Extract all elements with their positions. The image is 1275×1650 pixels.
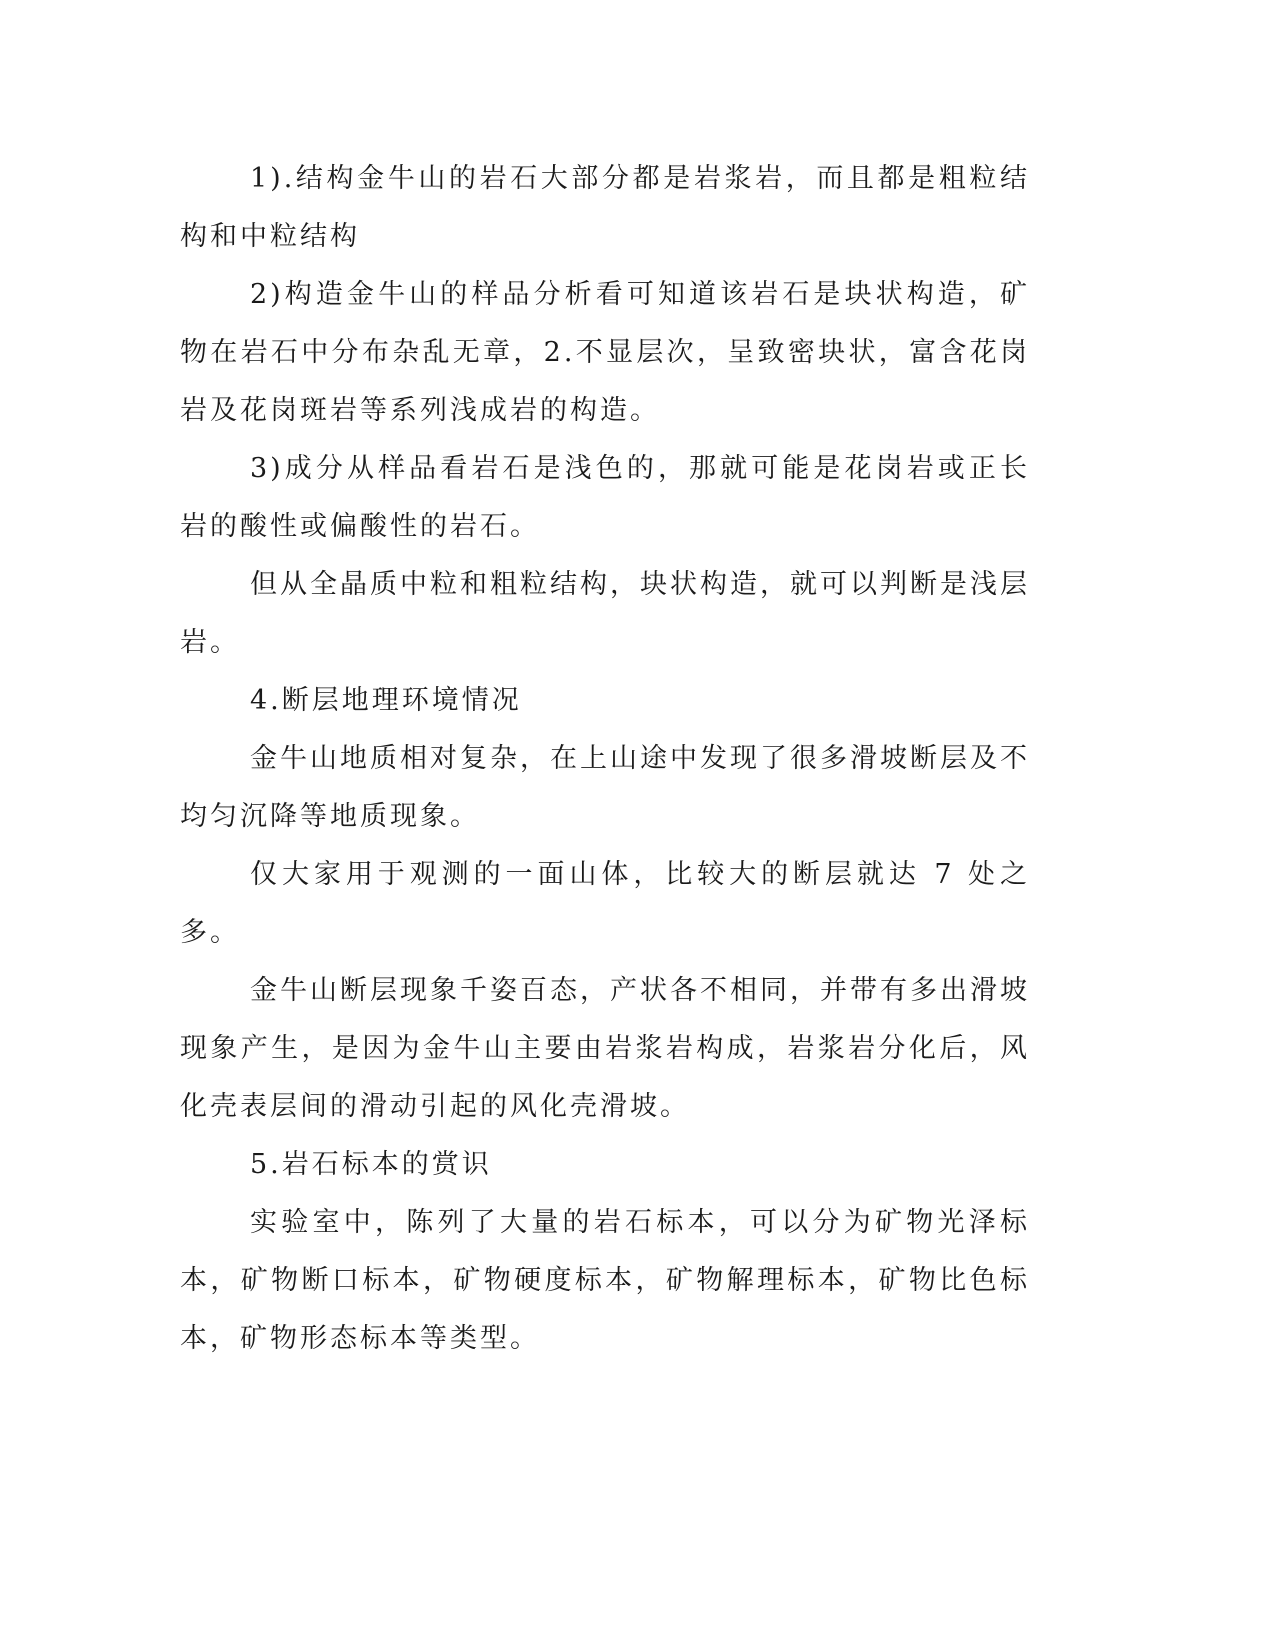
paragraph-structure: 1).结构金牛山的岩石大部分都是岩浆岩，而且都是粗粒结构和中粒结构	[180, 163, 1030, 252]
paragraph-specimens: 实验室中，陈列了大量的岩石标本，可以分为矿物光泽标本，矿物断口标本，矿物硬度标本，矿物解理标本，矿物比色标本，矿物形态标本等类型。	[180, 1207, 1030, 1354]
section-heading-faults: 4.断层地理环境情况	[250, 685, 522, 716]
paragraph-conclusion: 但从全晶质中粒和粗粒结构，块状构造，就可以判断是浅层岩。	[180, 569, 1030, 658]
paragraph-fault-count: 仅大家用于观测的一面山体，比较大的断层就达 7 处之多。	[180, 859, 1030, 948]
paragraph-construction: 2)构造金牛山的样品分析看可知道该岩石是块状构造，矿物在岩石中分布杂乱无章，2.不显层次，呈致密块状，富含花岗岩及花岗斑岩等系列浅成岩的构造。	[180, 279, 1030, 426]
paragraph-composition: 3)成分从样品看岩石是浅色的，那就可能是花岗岩或正长岩的酸性或偏酸性的岩石。	[180, 453, 1030, 542]
document-body	[180, 150, 1030, 1368]
paragraph-geology: 金牛山地质相对复杂，在上山途中发现了很多滑坡断层及不均匀沉降等地质现象。	[180, 743, 1030, 832]
section-heading-specimens: 5.岩石标本的赏识	[250, 1149, 492, 1180]
paragraph-fault-description: 金牛山断层现象千姿百态，产状各不相同，并带有多出滑坡现象产生，是因为金牛山主要由岩浆岩构成，岩浆岩分化后，风化壳表层间的滑动引起的风化壳滑坡。	[180, 975, 1030, 1122]
